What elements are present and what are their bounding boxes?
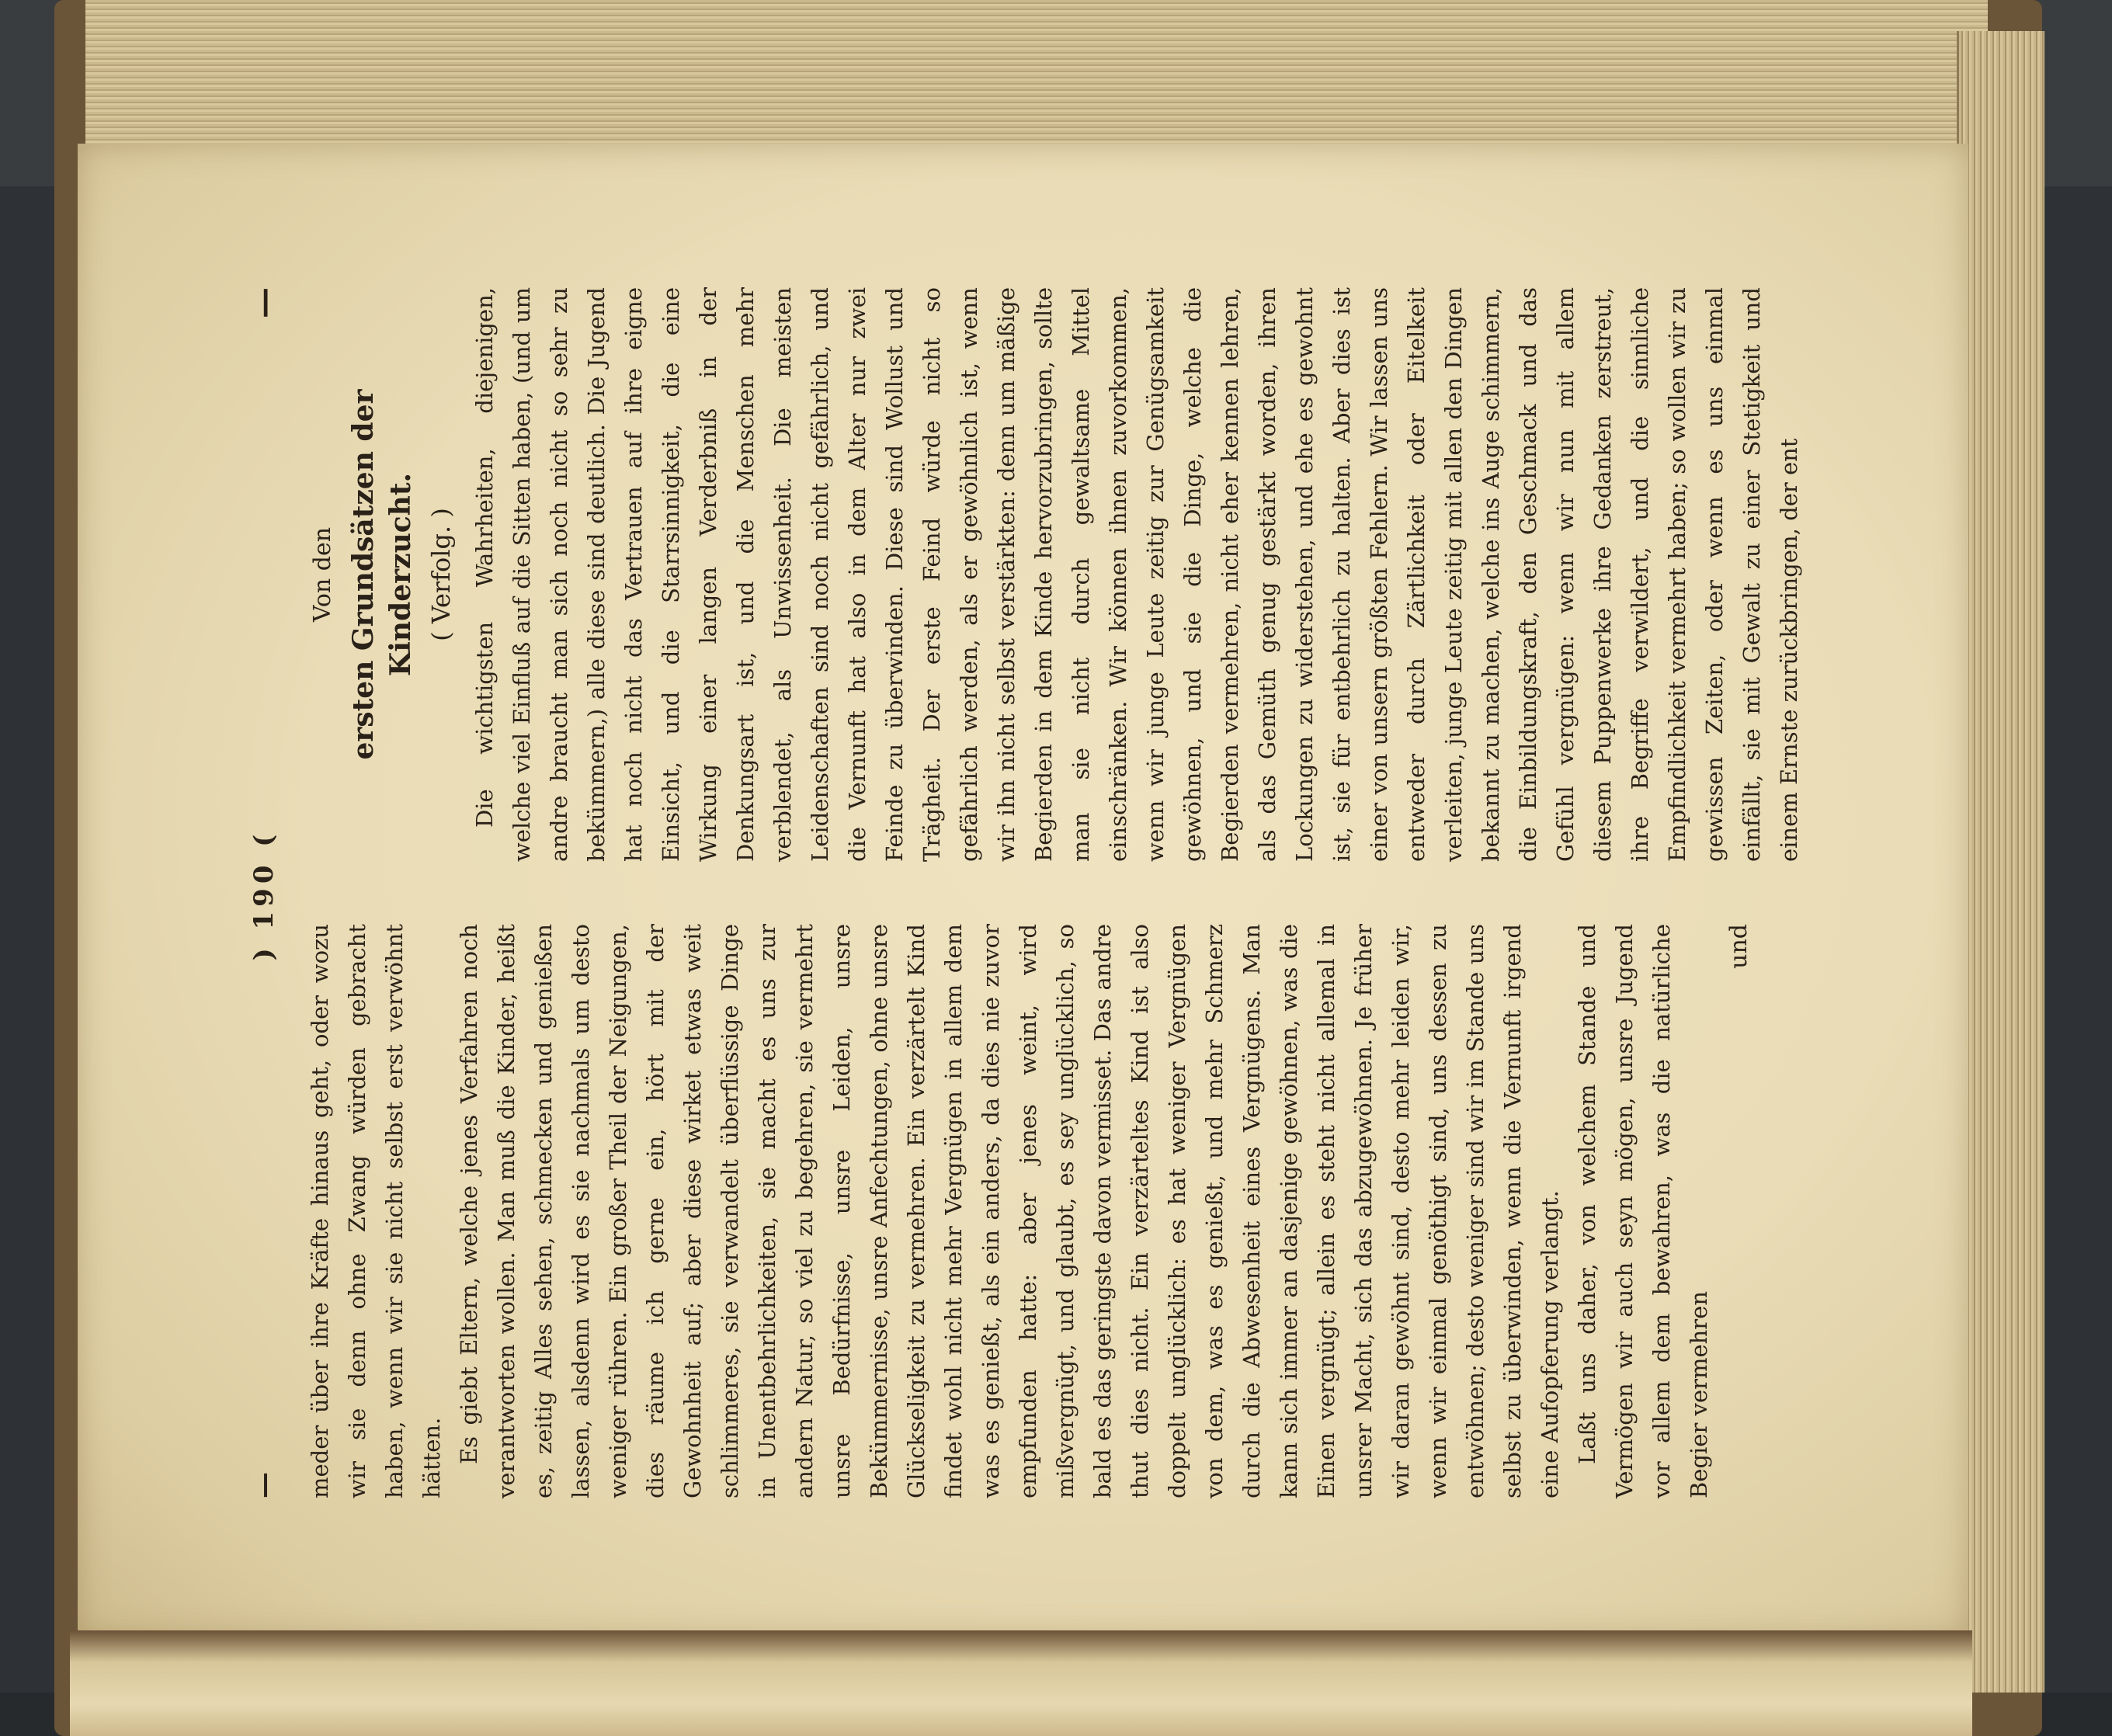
section-subheading: ( Verfolg. ) bbox=[426, 508, 456, 641]
right-column bbox=[301, 287, 1808, 862]
left-intro: meder über ihre Kräfte hinaus geht, oder wozu wir sie denn ohne Zwang würden gebracht haben, wenn wir sie nicht selbst erst verwöhnt hätten. bbox=[307, 924, 445, 1498]
catchword: und bbox=[1725, 924, 1752, 969]
book-gutter bbox=[70, 1630, 1972, 1736]
right-paragraph-1: Die wichtigsten Wahrheiten, diejenigen, welche viel Einfluß auf die Sitten haben, (und um andre braucht man sich noch nicht so sehr zu bekümmern,) alle diese sind deutlich. Die Jugend hat noch nicht das Vertrauen auf ihre eigne Einsicht, und die Starrsinnigkeit, die eine Wirkung einer langen Verderbniß in der Denkungsart ist, und die Menschen mehr verblendet, als Unwissenheit. Die meisten Leidenschaften sind noch nicht gefährlich, und die Vernunft hat also in dem Alter nur zwei Feinde zu überwinden. Diese sind Wollust und Trägheit. Der erste Feind würde nicht so gefährlich werden, als er gewöhnlich ist, wenn wir ihn nicht selbst verstärkten: denn um mäßige Begierden in dem Kinde hervorzubringen, sollte man sie nicht durch gewaltsame Mittel einschränken. Wir können ihnen zuvorkommen, wenn wir junge Leute zeitig zur Genügsamkeit gewöhnen, und sie die Dinge, welche die Begierden vermehren, nicht eher kennen lehren, als das Gemüth genug gestärkt worden, ihren Lockungen zu widerstehen, und ehe es gewohnt ist, sie für entbehrlich zu halten. Aber dies ist einer von unsern größten Fehlern. Wir lassen uns entweder durch Zärtlichkeit oder Eitelkeit verleiten, junge Leute zeitig mit allen den Dingen bekannt zu machen, welche ins Auge schimmern, die Einbildungskraft, den Geschmack und das Gefühl vergnügen: wenn wir nun mit allem diesem Puppenwerke ihre Gedanken zerstreut, ihre Begriffe verwildert, und die sinnliche Empfindlichkeit vermehrt haben; so wollen wir zu gewissen Zeiten, oder wenn es uns einmal einfällt, sie mit Gewalt zu einer Stetigkeit und einem Ernste zurückbringen, der ent bbox=[471, 287, 1802, 862]
header-dash-right: — bbox=[245, 287, 282, 319]
left-paragraph-2: Laßt uns daher, von welchem Stande und Vermögen wir auch seyn mögen, unsre Jugend vor allem dem bewahren, was die natürliche Begier vermehren bbox=[1574, 924, 1712, 1498]
left-paragraph-1: Es giebt Eltern, welche jenes Verfahren noch verantworten wollen. Man muß die Kinder, heißt es, zeitig Alles sehen, schmecken und genießen lassen, alsdenn wird es sie nachmals um desto weniger rühren. Ein großer Theil der Neigungen, dies räume ich gerne ein, hört mit der Gewohnheit auf; aber diese wirket etwas weit schlimmeres, sie verwandelt überflüssige Dinge in Unentbehrlichkeiten, sie macht es uns zur andern Natur, so viel zu begehren, sie vermehrt unsre Bedürfnisse, unsre Leiden, unsre Bekümmernisse, unsre Anfechtungen, ohne unsre Glückseligkeit zu vermehren. Ein verzärtelt Kind findet wohl nicht mehr Vergnügen in allem dem was es genießt, als ein anders, da dies nie zuvor empfunden hatte: aber jenes weint, wird mißvergnügt, und glaubt, es sey unglücklich, so bald es das geringste davon vermisset. Das andre thut dies nicht. Ein verzärteltes Kind ist also doppelt unglücklich: es hat weniger Vergnügen von dem, was es genießt, und mehr Schmerz durch die Abwesenheit eines Vergnügens. Man kann sich immer an dasjenige gewöhnen, was die Einen vergnügt; allein es steht nicht allemal in unsrer Macht, sich das abzugewöhnen. Je früher wir daran gewöhnt sind, desto mehr leiden wir, wenn wir einmal genöthigt sind, uns dessen zu entwöhnen; desto weniger sind wir im Stande uns selbst zu überwinden, wenn die Vernunft irgend eine Aufopferung verlangt. bbox=[456, 924, 1563, 1498]
page-edges-right bbox=[1957, 31, 2044, 1693]
header-dash-left: — bbox=[248, 1472, 280, 1498]
rotated-text-block bbox=[241, 287, 1856, 1498]
section-heading: ersten Grundsätzen der Kinderzucht. bbox=[347, 389, 417, 760]
section-heading-small: Von den bbox=[309, 526, 336, 623]
left-column bbox=[301, 924, 1808, 1498]
running-header bbox=[241, 287, 287, 1498]
page-edges-top bbox=[85, 0, 1988, 150]
page-number: ) 190 ( bbox=[248, 829, 280, 961]
text-columns bbox=[301, 287, 1808, 1498]
